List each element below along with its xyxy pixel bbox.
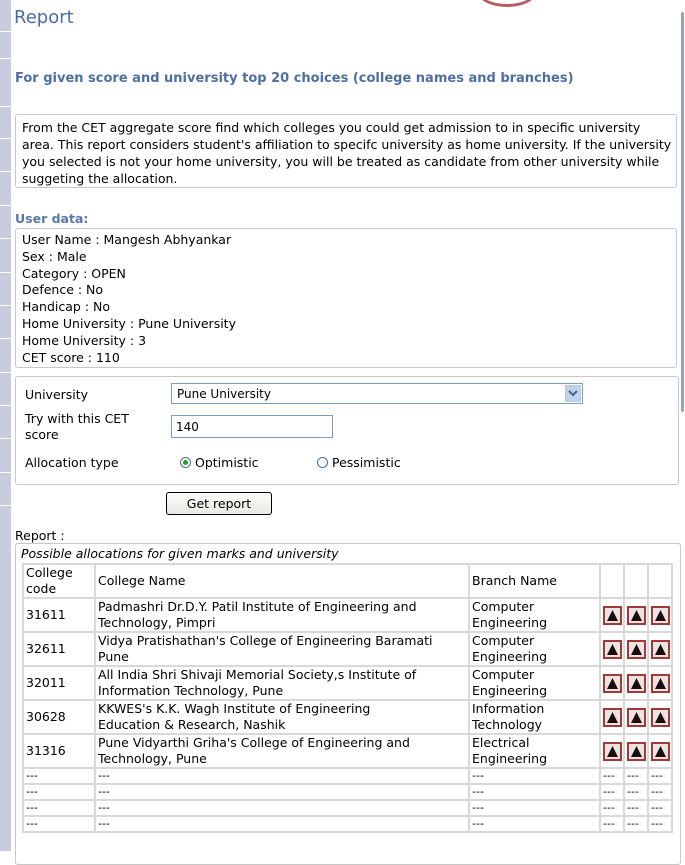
up-arrow-icon[interactable] (603, 708, 622, 727)
up-arrow-icon[interactable] (651, 674, 670, 693)
row-action-cell-2 (624, 598, 648, 632)
blank-action-cell: --- (648, 784, 672, 800)
empty-table-row (23, 816, 672, 832)
user-name-line: User Name : Mangesh Abhyankar (22, 232, 232, 247)
report-label: Report : (15, 528, 65, 543)
report-description: From the CET aggregate score find which colleges you could get admission to in specific university area. This report considers student's affiliation to specifc university as home university. If the university you selected is not your home university, you will be treated as candidate from other university while suggeting the allocation. (15, 114, 677, 188)
row-action-cell-2 (624, 666, 648, 700)
get-report-button[interactable]: Get report (166, 492, 272, 515)
row-action-cell-3 (648, 666, 672, 700)
up-arrow-icon[interactable] (627, 674, 646, 693)
pessimistic-radio-label[interactable]: Pessimistic (332, 455, 401, 470)
left-sidebar-strip (0, 0, 11, 851)
report-caption: Possible allocations for given marks and university (21, 546, 339, 561)
user-defence-line: Defence : No (22, 282, 104, 298)
table-row (23, 598, 672, 632)
blank-code-cell: --- (23, 768, 95, 784)
up-arrow-icon[interactable] (603, 674, 622, 693)
header-branch-name: Branch Name (469, 564, 600, 598)
row-action-cell-2 (624, 700, 648, 734)
up-arrow-icon[interactable] (603, 742, 622, 761)
blank-action-cell: --- (648, 816, 672, 832)
row-action-cell-1 (600, 598, 624, 632)
optimistic-radio[interactable] (180, 457, 191, 468)
university-select[interactable] (171, 383, 583, 404)
branch-name-cell: Electrical Engineering (469, 734, 600, 768)
up-arrow-icon[interactable] (651, 708, 670, 727)
university-select-value: Pune University (177, 387, 271, 401)
blank-branch-cell: --- (469, 784, 600, 800)
user-data-label: User data: (15, 211, 89, 226)
blank-branch-cell: --- (469, 816, 600, 832)
blank-name-cell: --- (95, 784, 469, 800)
empty-table-row (23, 784, 672, 800)
blank-action-cell: --- (624, 800, 648, 816)
college-name-cell: Vidya Pratishathan's College of Engineering Baramati Pune (95, 632, 469, 666)
row-action-cell-1 (600, 734, 624, 768)
user-cet-score-line: CET score : 110 (22, 349, 120, 365)
optimistic-radio-label[interactable]: Optimistic (195, 455, 259, 470)
cet-score-input[interactable]: 140 (171, 415, 333, 438)
row-action-cell-2 (624, 632, 648, 666)
blank-action-cell: --- (648, 800, 672, 816)
row-action-cell-3 (648, 734, 672, 768)
row-action-cell-1 (600, 632, 624, 666)
table-header-row (23, 564, 672, 598)
row-action-cell-3 (648, 700, 672, 734)
header-college-code: College code (23, 564, 95, 598)
empty-table-row (23, 768, 672, 784)
up-arrow-icon[interactable] (627, 708, 646, 727)
blank-action-cell: --- (600, 768, 624, 784)
page-title: Report (14, 7, 74, 28)
college-code-cell: 32011 (23, 666, 95, 700)
college-name-cell: Pune Vidyarthi Griha's College of Engineering and Technology, Pune (95, 734, 469, 768)
user-sex-line: Sex : Male (22, 248, 87, 264)
blank-action-cell: --- (648, 768, 672, 784)
header-action-2 (624, 564, 648, 598)
header-decoration (478, 0, 536, 7)
chevron-down-icon[interactable] (565, 385, 581, 402)
table-row (23, 700, 672, 734)
blank-code-cell: --- (23, 784, 95, 800)
row-action-cell-1 (600, 700, 624, 734)
table-row (23, 666, 672, 700)
blank-action-cell: --- (624, 816, 648, 832)
up-arrow-icon[interactable] (627, 640, 646, 659)
page-subtitle: For given score and university top 20 choices (college names and branches) (15, 71, 574, 86)
college-name-cell: Padmashri Dr.D.Y. Patil Institute of Engineering and Technology, Pimpri (95, 598, 469, 632)
cet-score-label: Try with this CET score (25, 411, 129, 442)
table-row (23, 734, 672, 768)
user-home-university-code-line: Home University : 3 (22, 332, 147, 348)
blank-branch-cell: --- (469, 768, 600, 784)
right-scroll-edge (681, 12, 684, 412)
college-code-cell: 32611 (23, 632, 95, 666)
allocation-table (22, 563, 673, 833)
college-code-cell: 30628 (23, 700, 95, 734)
header-college-name: College Name (95, 564, 469, 598)
row-action-cell-3 (648, 632, 672, 666)
branch-name-cell: Computer Engineering (469, 632, 600, 666)
blank-name-cell: --- (95, 768, 469, 784)
university-label: University (25, 387, 89, 402)
college-name-cell: All India Shri Shivaji Memorial Society,s Institute of Information Technology, Pune (95, 666, 469, 700)
blank-action-cell: --- (600, 816, 624, 832)
blank-name-cell: --- (95, 816, 469, 832)
blank-action-cell: --- (600, 784, 624, 800)
branch-name-cell: Information Technology (469, 700, 600, 734)
row-action-cell-2 (624, 734, 648, 768)
up-arrow-icon[interactable] (627, 606, 646, 625)
branch-name-cell: Computer Engineering (469, 666, 600, 700)
row-action-cell-3 (648, 598, 672, 632)
blank-action-cell: --- (624, 784, 648, 800)
empty-table-row (23, 800, 672, 816)
college-code-cell: 31611 (23, 598, 95, 632)
up-arrow-icon[interactable] (603, 606, 622, 625)
blank-action-cell: --- (624, 768, 648, 784)
college-code-cell: 31316 (23, 734, 95, 768)
row-action-cell-1 (600, 666, 624, 700)
allocation-type-label: Allocation type (25, 455, 119, 470)
blank-action-cell: --- (600, 800, 624, 816)
up-arrow-icon[interactable] (651, 606, 670, 625)
blank-branch-cell: --- (469, 800, 600, 816)
blank-name-cell: --- (95, 800, 469, 816)
user-handicap-line: Handicap : No (22, 299, 111, 315)
blank-code-cell: --- (23, 816, 95, 832)
table-row (23, 632, 672, 666)
user-category-line: Category : OPEN (22, 265, 126, 281)
pessimistic-radio[interactable] (317, 457, 328, 468)
college-name-cell: KKWES's K.K. Wagh Institute of Engineering Education & Research, Nashik (95, 700, 469, 734)
header-action-1 (600, 564, 624, 598)
user-data-box (15, 228, 677, 368)
branch-name-cell: Computer Engineering (469, 598, 600, 632)
up-arrow-icon[interactable] (603, 640, 622, 659)
up-arrow-icon[interactable] (627, 742, 646, 761)
header-action-3 (648, 564, 672, 598)
user-home-university-line: Home University : Pune University (22, 315, 236, 331)
up-arrow-icon[interactable] (651, 640, 670, 659)
blank-code-cell: --- (23, 800, 95, 816)
up-arrow-icon[interactable] (651, 742, 670, 761)
